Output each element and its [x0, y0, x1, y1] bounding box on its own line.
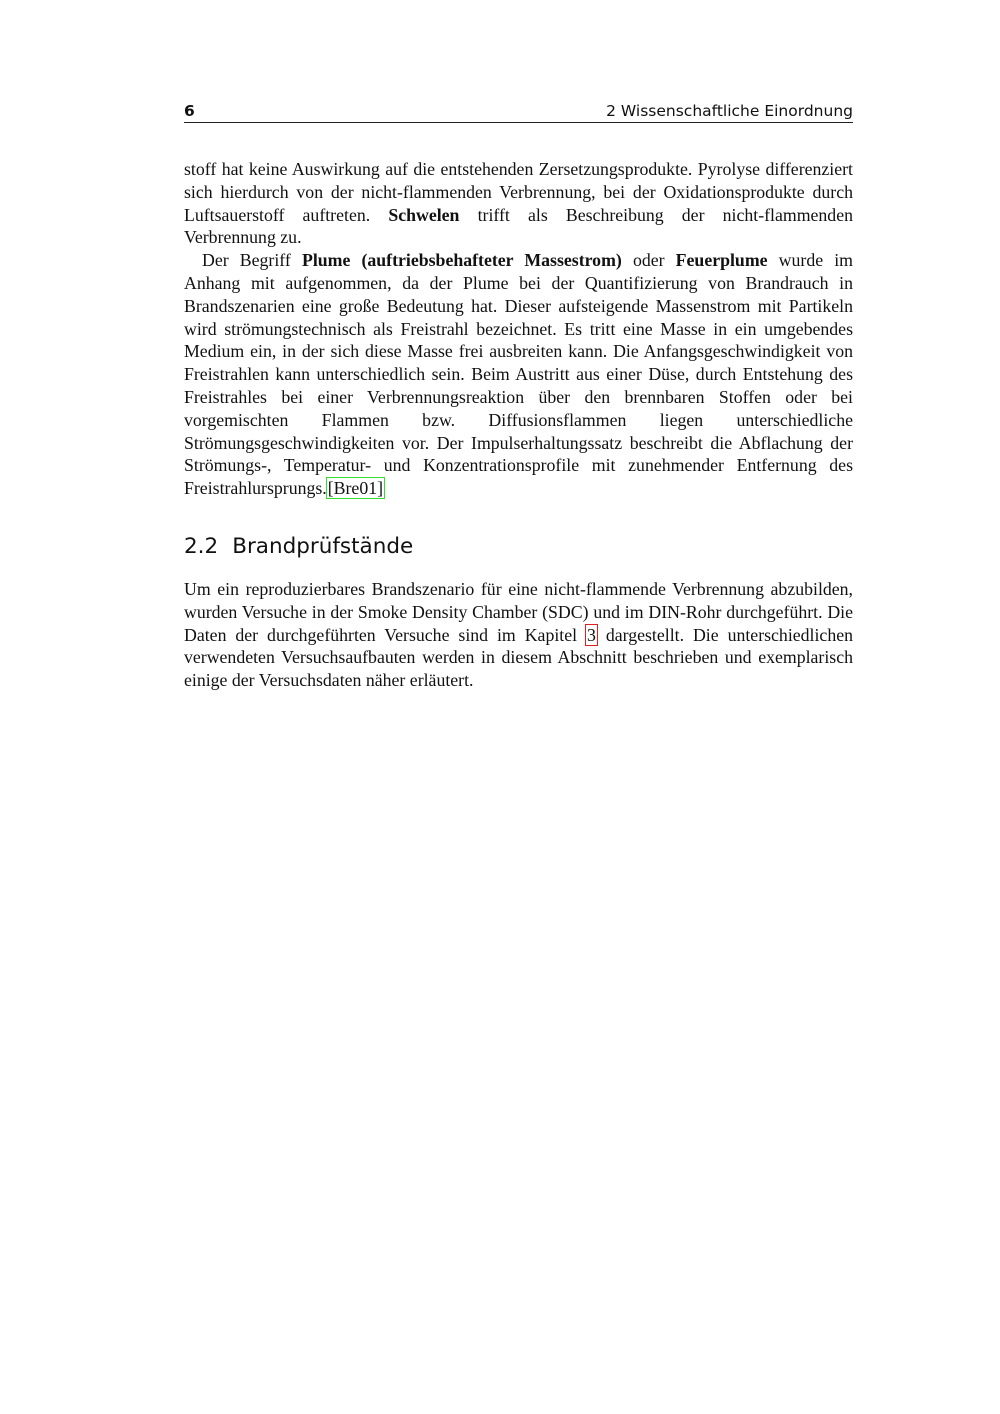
- term-plume: Plume (auftriebsbehafteter Massestrom): [301, 250, 622, 271]
- paragraph-text: trifft als Beschreibung der nicht-flammenden Verbrennung zu.: [184, 204, 853, 248]
- paragraph-plume: [184, 249, 853, 500]
- running-title: 2 Wissenschaftliche Einordnung: [606, 102, 853, 120]
- paragraph-text: dargestellt. Die unterschiedlichen verwendeten Versuchsaufbauten werden in diesem Abschnitt beschrieben und exemplarisch einige der Versuchsdaten näher erläutert.: [184, 624, 853, 691]
- section-heading: [184, 533, 853, 561]
- paragraph-brandpruefstaende: [184, 578, 853, 692]
- paragraph-text: Um ein reproduzierbares Brandszenario für eine nicht-flammende Verbrennung abzubilden, wurden Versuche in der Smoke Density Chamber (SDC) und im DIN-Rohr durchgeführt. Die Daten der durchgeführten Versuche sind im Kapitel: [184, 578, 853, 645]
- term-schwelen: Schwelen: [388, 204, 460, 225]
- page-body: [184, 158, 853, 692]
- paragraph-text: Der Begriff: [202, 250, 302, 271]
- page-number: 6: [184, 102, 195, 120]
- paragraph-pyrolyse: [184, 158, 853, 249]
- paragraph-text: stoff hat keine Auswirkung auf die entstehenden Zersetzungsprodukte. Pyrolyse differenziert sich hierdurch von der nicht-flammenden Verbrennung, bei der Oxidationsprodukte durch Luftsauerstoff auftreten.: [184, 159, 853, 225]
- running-header: [184, 100, 853, 123]
- citation-link-bre01[interactable]: [Bre01]: [327, 478, 384, 499]
- section-title: Brandprüfstände: [232, 533, 414, 559]
- term-feuerplume: Feuerplume: [675, 250, 768, 271]
- paragraph-text: oder: [621, 250, 676, 271]
- paragraph-text: wurde im Anhang mit aufgenommen, da der Plume bei der Quantifizierung von Brandrauch in Brandszenarien eine große Bedeutung hat. Dieser aufsteigende Massenstrom mit Partikeln wird strömungstechnisch als Freistrahl bezeichnet. Es tritt eine Masse in ein umgebendes Medium ein, in der sich diese Masse frei ausbreiten kann. Die Anfangsgeschwindigkeit von Freistrahlen kann unterschiedlich sein. Beim Austritt aus einer Düse, durch Entstehung des Freistrahles bei einer Verbrennungsreaktion über den brennbaren Stoffen oder bei vorgemischten Flammen bzw. Diffusionsflammen liegen unterschiedliche Strömungsgeschwindigkeiten vor. Der Impulserhaltungssatz beschreibt die Abflachung der Strömungs-, Temperatur- und Konzentrationsprofile mit zunehmender Entfernung des Freistrahlursprungs.: [184, 250, 853, 499]
- section-number: 2.2: [184, 533, 219, 559]
- chapter-reference-link[interactable]: 3: [587, 624, 596, 645]
